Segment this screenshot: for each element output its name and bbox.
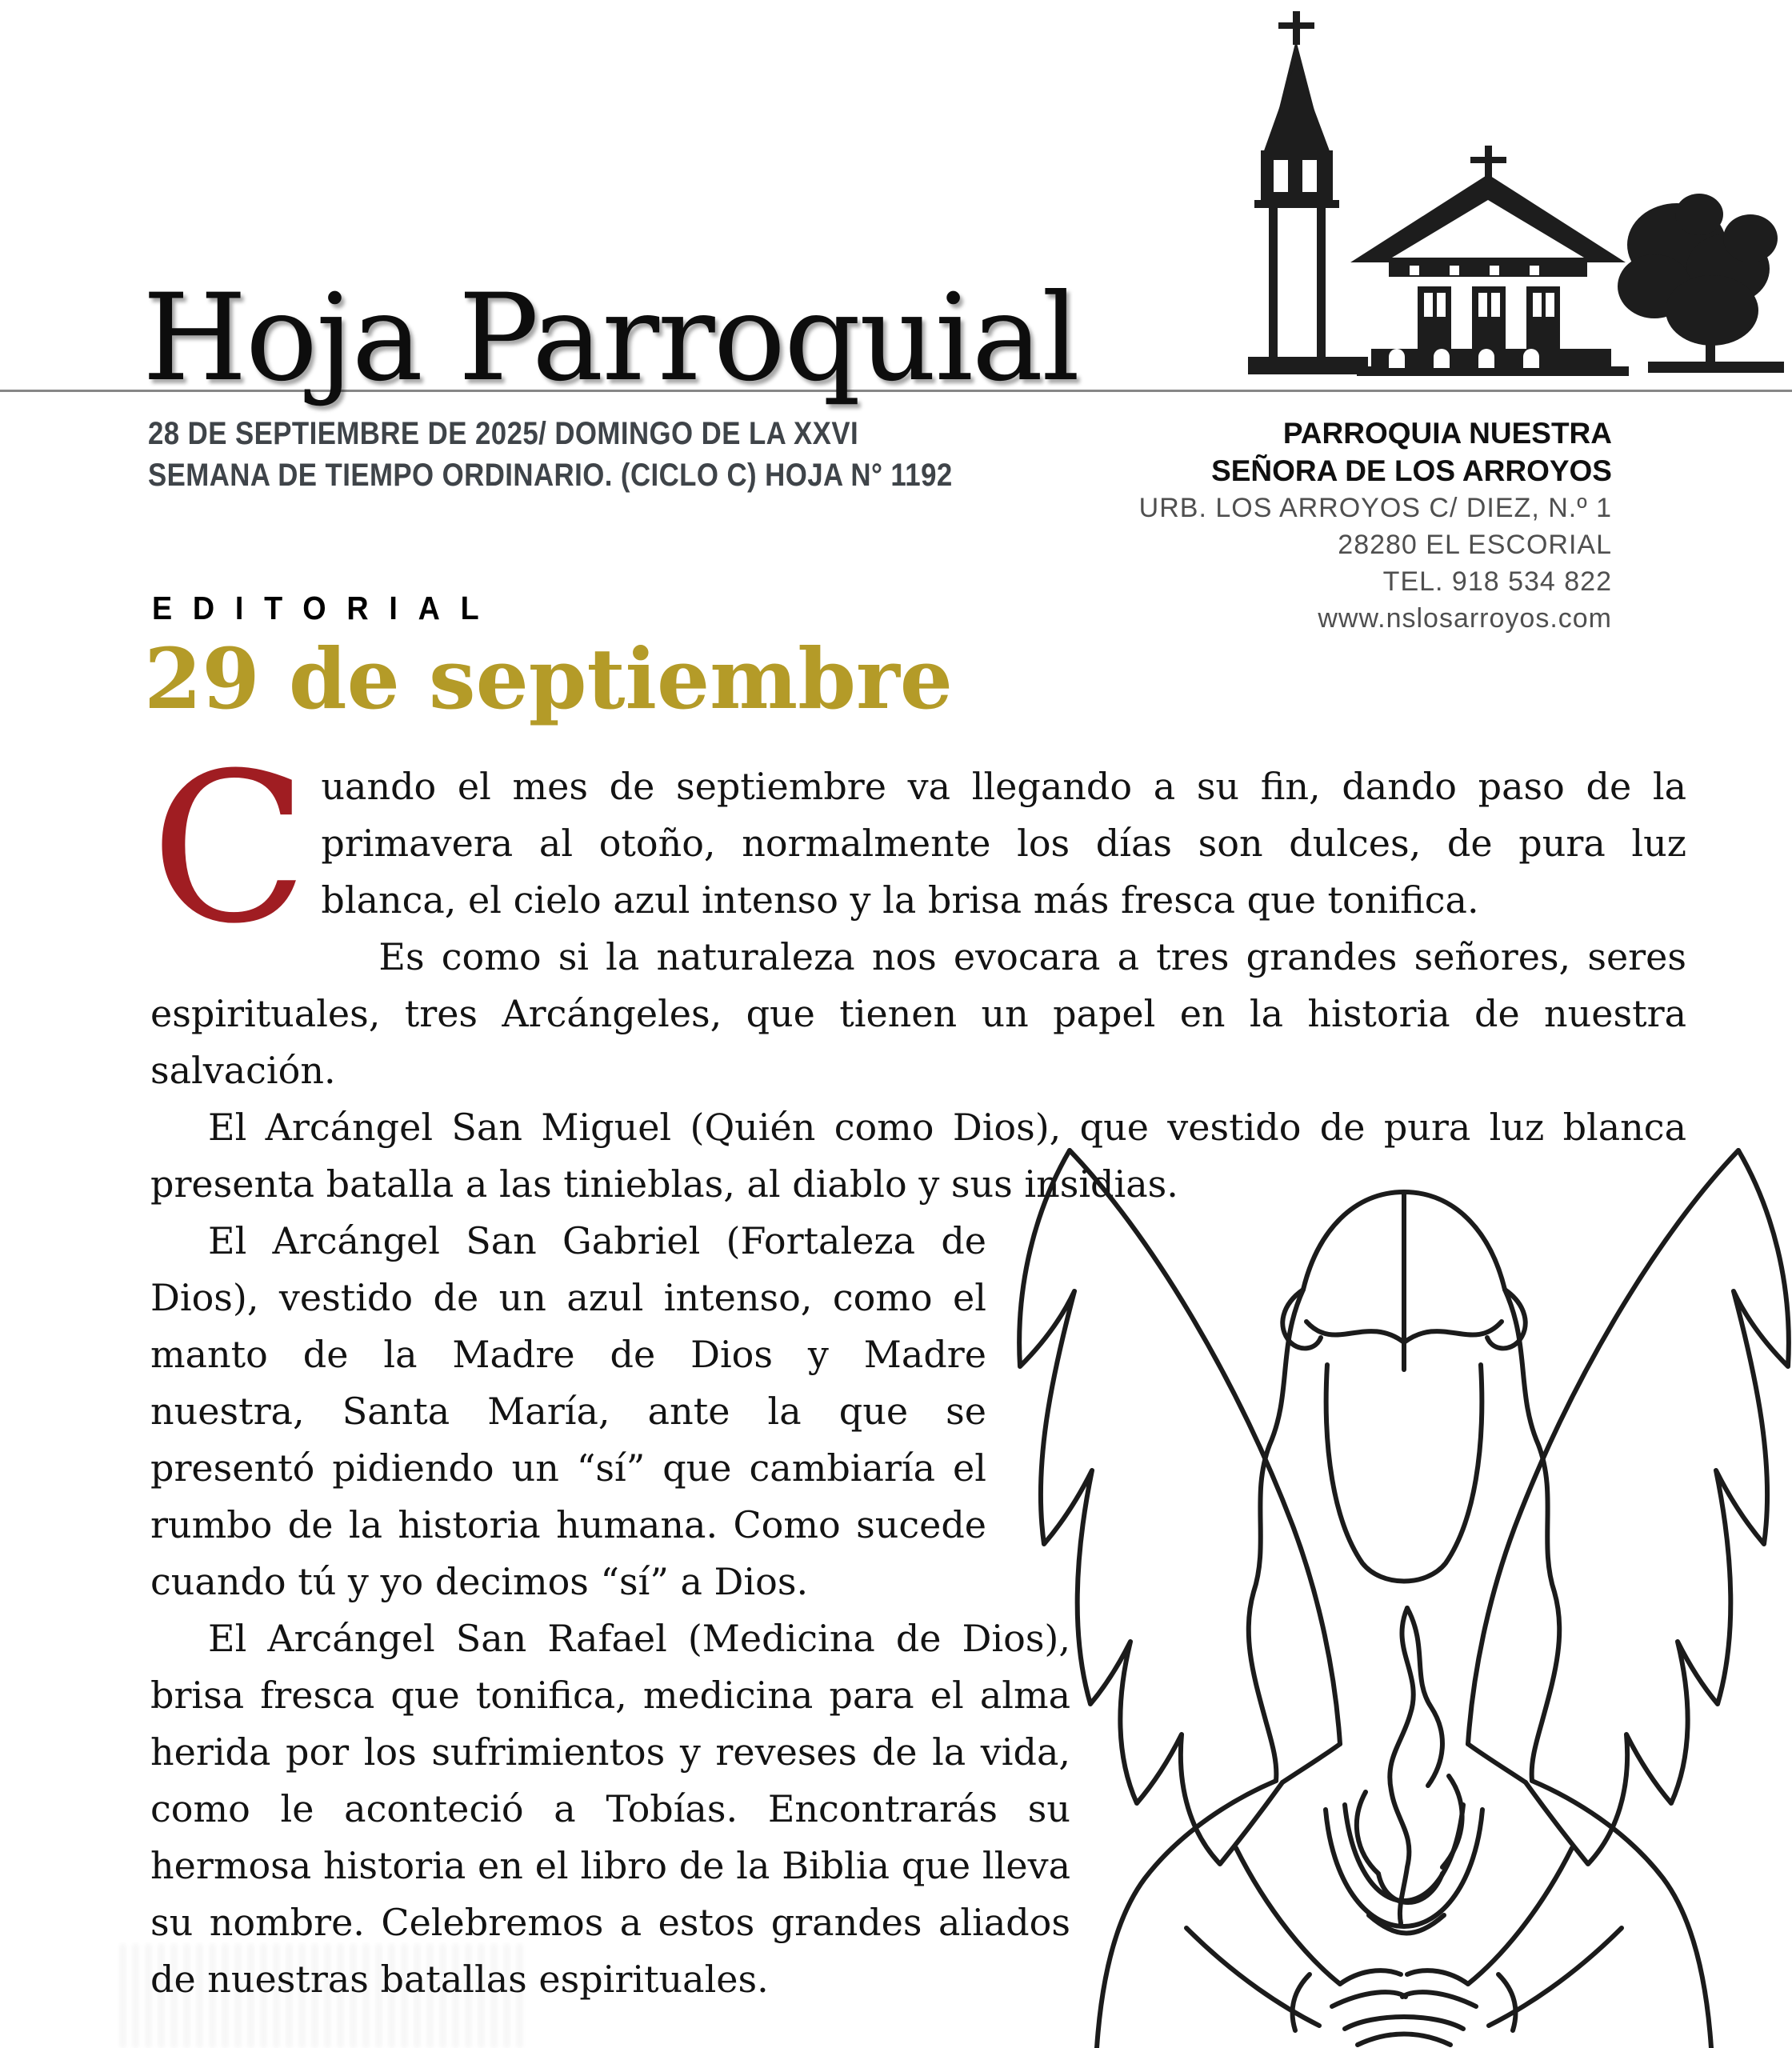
paragraph-1-text: uando el mes de septiembre va llegando a su fin, dando paso de la primavera al otoño, normalmente los días son dulces, de pura luz blanca, el cielo azul intenso y la brisa más fresca que tonifica. <box>321 765 1686 922</box>
print-bleed-through <box>120 1944 528 2048</box>
angel-illustration <box>996 1112 1792 2048</box>
paragraph-1 <box>150 729 1686 969</box>
drop-cap: C <box>150 729 309 969</box>
church-illustration <box>1200 5 1792 389</box>
dateline <box>148 413 953 496</box>
parish-info <box>1139 414 1612 637</box>
masthead-title: Hoja Parroquial <box>142 269 1079 408</box>
parish-name-line-1: PARROQUIA NUESTRA <box>1282 417 1612 450</box>
editorial-section-label: EDITORIAL <box>152 590 500 626</box>
dateline-line-2: SEMANA DE TIEMPO ORDINARIO. (CICLO C) HOJA N° 1192 <box>148 458 953 493</box>
parish-address-line-2: 28280 EL ESCORIAL <box>1338 530 1612 560</box>
paragraph-5: El Arcángel San Rafael (Medicina de Dios), brisa fresca que tonifica, medicina para el alma herida por los sufrimientos y reveses de la vida, como le aconteció a Tobías. Encontrarás su hermosa historia en el libro de la Biblia que lleva su nombre. Celebremos a estos grandes aliados de nuestras batallas espirituales. <box>150 1617 1070 2001</box>
paragraph-4: El Arcángel San Gabriel (Fortaleza de Dios), vestido de un azul intenso, como el manto de la Madre de Dios y Madre nuestra, Santa María, ante la que se presentó pidiendo un “sí” que cambiaría el rumbo de la historia humana. Como sucede cuando tú y yo decimos “sí” a Dios. <box>150 1219 986 1603</box>
paragraph-3: El Arcángel San Miguel (Quién como Dios), que vestido de pura luz blanca presenta batalla a las tinieblas, al diablo y sus insidias. <box>150 1106 1686 1206</box>
parish-name-line-2: SEÑORA DE LOS ARROYOS <box>1211 454 1612 487</box>
parish-phone: TEL. 918 534 822 <box>1382 566 1612 597</box>
parish-address-line-1: URB. LOS ARROYOS C/ DIEZ, N.º 1 <box>1138 493 1612 523</box>
dateline-line-1: 28 DE SEPTIEMBRE DE 2025/ DOMINGO DE LA XXVI <box>148 416 859 451</box>
parish-website: www.nslosarroyos.com <box>1318 603 1612 634</box>
paragraph-2: Es como si la naturaleza nos evocara a tres grandes señores, seres espirituales, tres Arcángeles, que tienen un papel en la historia de nuestra salvación. <box>150 935 1686 1092</box>
editorial-title: 29 de septiembre <box>144 630 953 728</box>
